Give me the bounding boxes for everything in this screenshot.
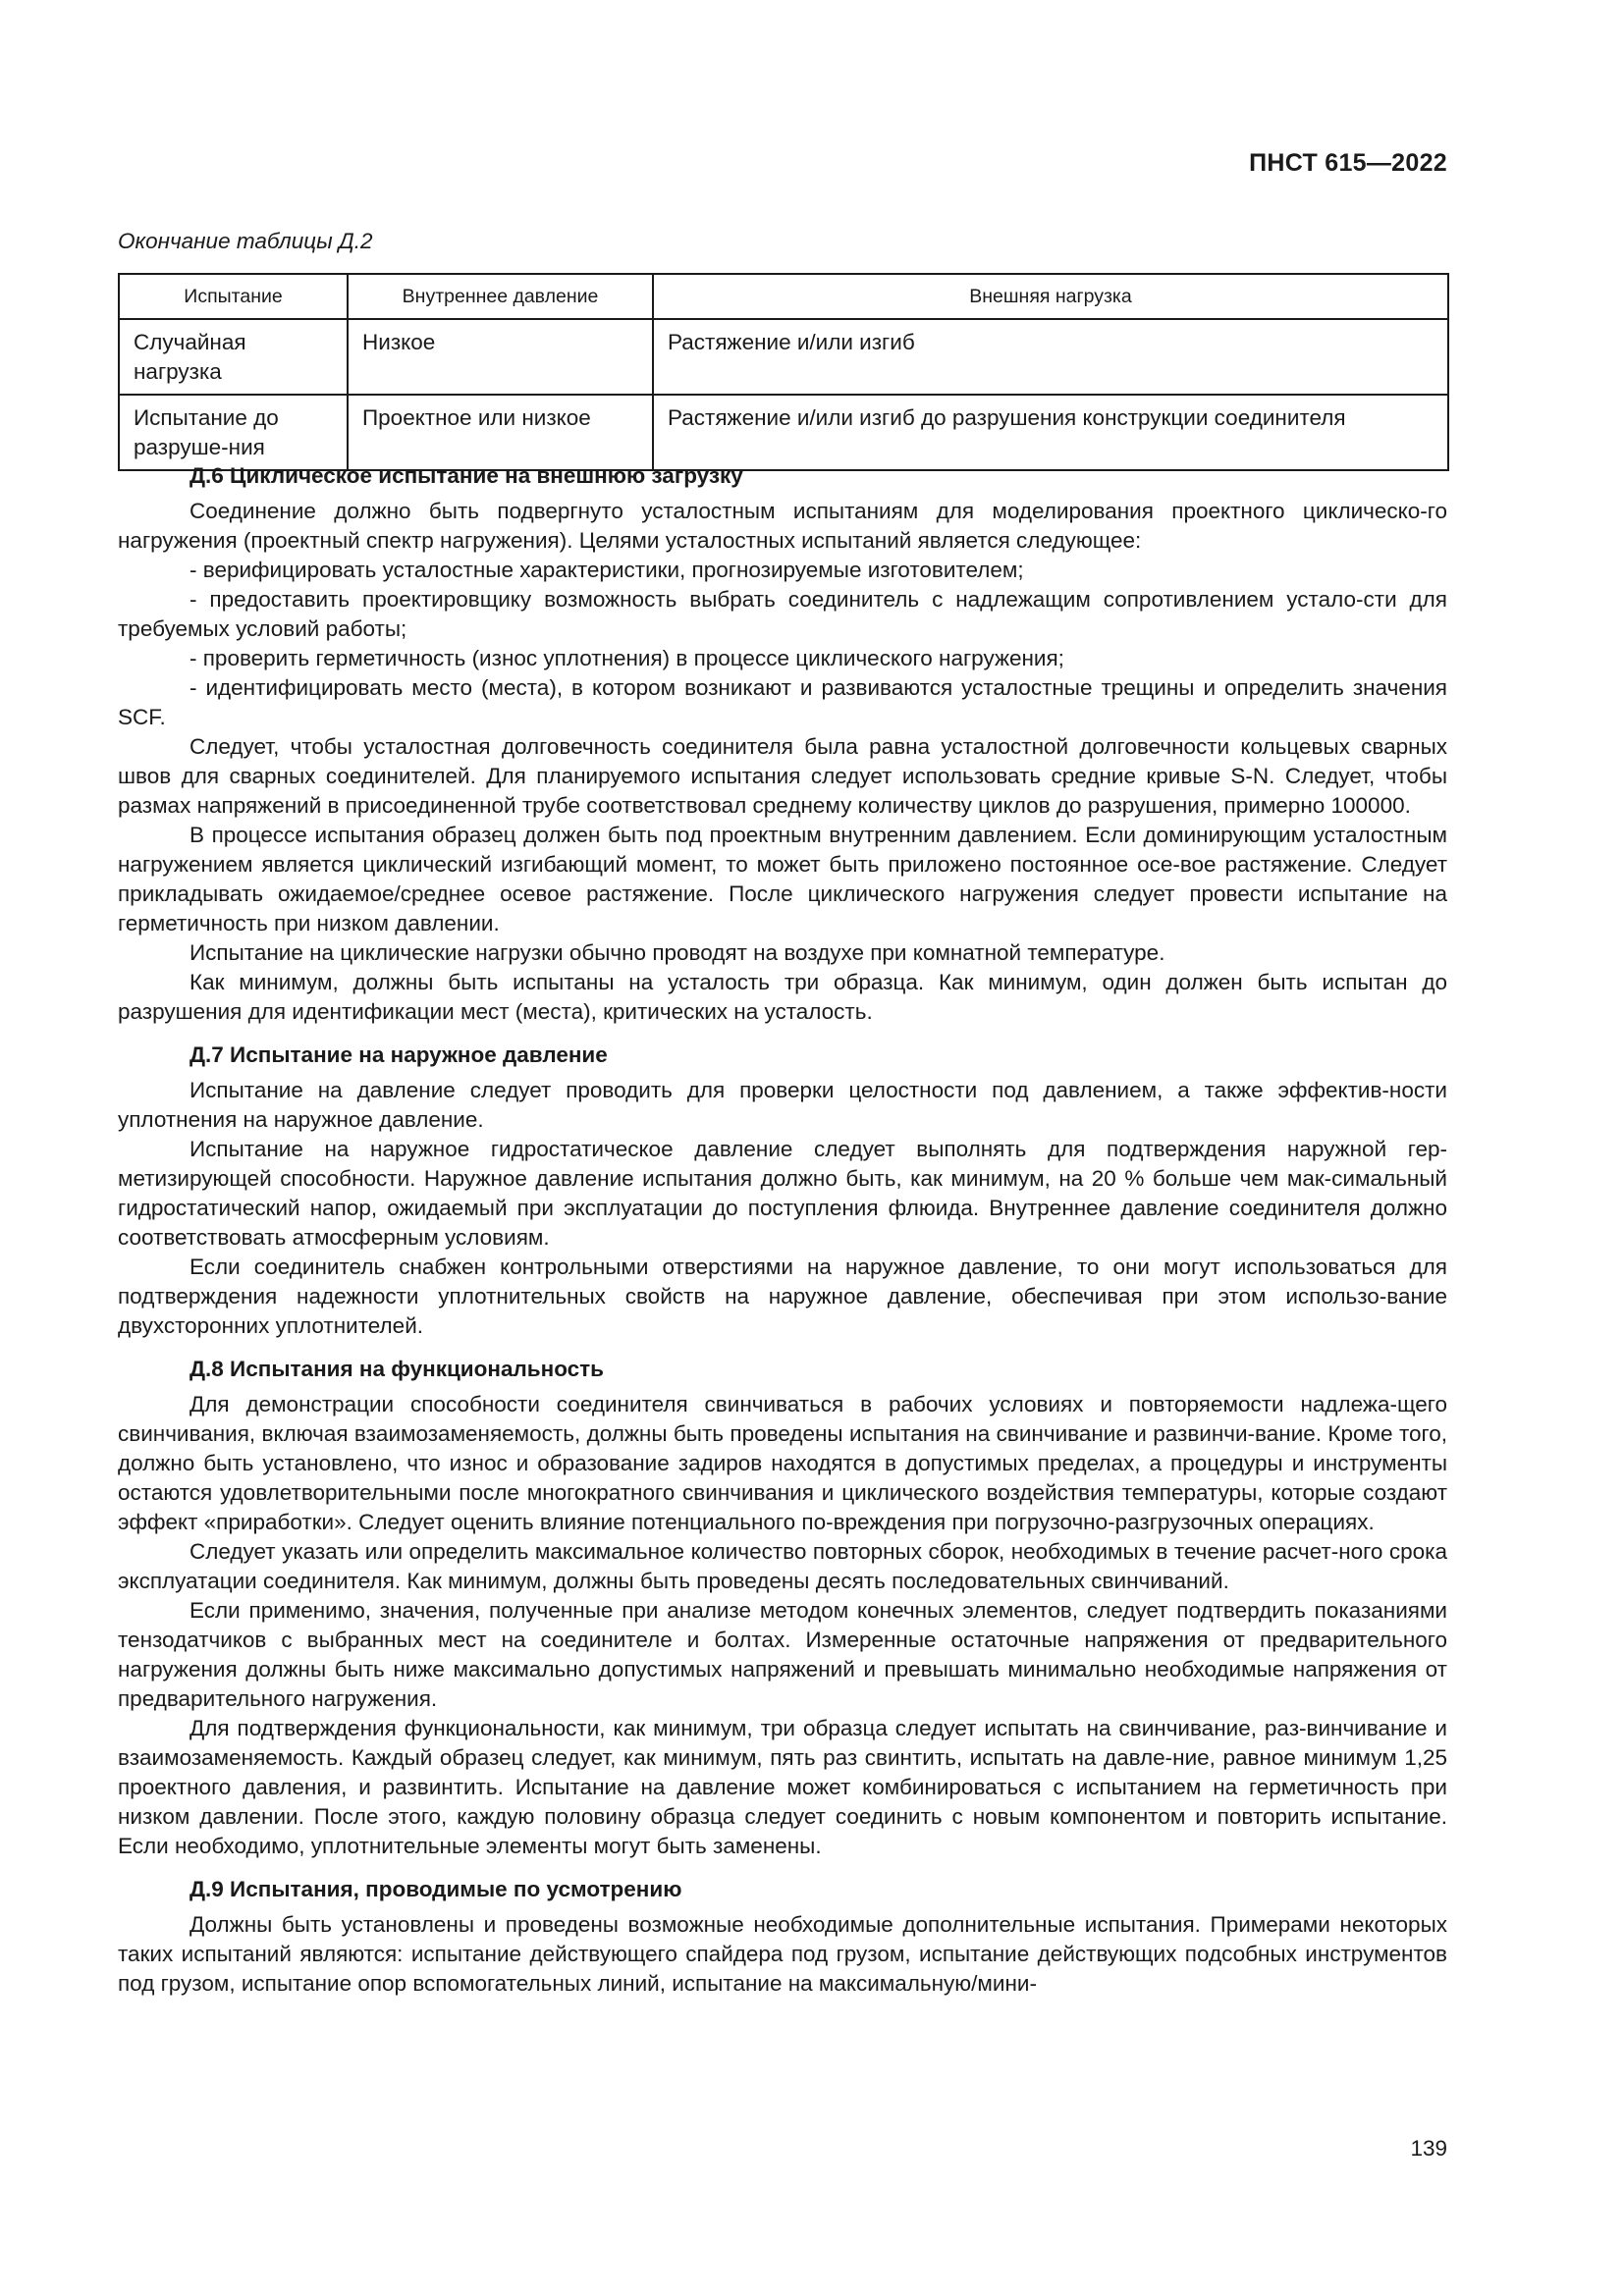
paragraph: Для демонстрации способности соединителя свинчиваться в рабочих условиях и повторяемости надлежа-щего свинчивания, включая взаимозаменяемость, должны быть проведены испытания на свинчивание и развинчи-вание. Кроме того, должно быть установлено, что износ и образование задиров находятся в допустимых пределах, а процедуры и инструменты остаются удовлетворительными после многократного свинчивания и циклического воздействия температуры, которые создают эффект «приработки». Следует оценить влияние потенциального по-вреждения при погрузочно-разгрузочных операциях. <box>118 1392 1447 1534</box>
section-title: Д.6 Циклическое испытание на внешнюю загрузку <box>189 463 743 488</box>
section-d9 <box>118 1875 1447 1999</box>
section-title: Д.9 Испытания, проводимые по усмотрению <box>189 1877 682 1901</box>
paragraph: Испытание на давление следует проводить для проверки целостности под давлением, а также эффектив-ности уплотнения на наружное давление. <box>118 1078 1447 1132</box>
table-cell: Низкое <box>348 319 653 395</box>
table-cell: Испытание до разруше-ния <box>119 395 348 470</box>
list-item: - идентифицировать место (места), в котором возникают и развиваются усталостные трещины и определить значения SCF. <box>118 675 1447 729</box>
paragraph: Следует, чтобы усталостная долговечность соединителя была равна усталостной долговечности кольцевых сварных швов для сварных соединителей. Для планируемого испытания следует использовать средние кривые S-N. Следует, чтобы размах напряжений в присоединенной трубе соответствовал среднему количеству циклов до разрушения, примерно 100000. <box>118 734 1447 818</box>
table-caption: Окончание таблицы Д.2 <box>118 229 373 253</box>
document-page <box>118 0 1447 2296</box>
paragraph: Если применимо, значения, полученные при анализе методом конечных элементов, следует подтвердить показаниями тензодатчиков с выбранных мест на соединителе и болтах. Измеренные остаточные напряжения от предварительного нагружения должны быть ниже максимально допустимых напряжений и превышать минимально необходимые напряжения от предварительного нагружения. <box>118 1598 1447 1711</box>
section-title: Д.7 Испытание на наружное давление <box>189 1042 608 1067</box>
column-header-internal-pressure: Внутреннее давление <box>348 274 653 319</box>
table-row <box>119 319 1448 395</box>
table-header-row <box>119 274 1448 319</box>
list-item: - верифицировать усталостные характеристики, прогнозируемые изготовителем; <box>189 558 1024 582</box>
list-item: - предоставить проектировщику возможность выбрать соединитель с надлежащим сопротивлением устало-сти для требуемых условий работы; <box>118 587 1447 641</box>
table-cell: Растяжение и/или изгиб до разрушения конструкции соединителя <box>653 395 1448 470</box>
paragraph: Если соединитель снабжен контрольными отверстиями на наружное давление, то они могут использоваться для подтверждения надежности уплотнительных свойств на наружное давление, обеспечивая при этом использо-вание двухсторонних уплотнителей. <box>118 1255 1447 1338</box>
section-d8 <box>118 1355 1447 1861</box>
paragraph: Соединение должно быть подвергнуто усталостным испытаниям для моделирования проектного циклическо-го нагружения (проектный спектр нагружения). Целями усталостных испытаний является следующее: <box>118 499 1447 553</box>
list-item: - проверить герметичность (износ уплотнения) в процессе циклического нагружения; <box>189 646 1064 670</box>
document-body <box>118 461 1447 2012</box>
paragraph: Как минимум, должны быть испытаны на усталость три образца. Как минимум, один должен быть испытан до разрушения для идентификации мест (места), критических на усталость. <box>118 970 1447 1024</box>
column-header-external-load: Внешняя нагрузка <box>653 274 1448 319</box>
paragraph: Должны быть установлены и проведены возможные необходимые дополнительные испытания. Примерами некоторых таких испытаний являются: испытание действующего спайдера под грузом, испытание действующих подсобных инструментов под грузом, испытание опор вспомогательных линий, испытание на максимальную/мини- <box>118 1912 1447 1996</box>
paragraph: Следует указать или определить максимальное количество повторных сборок, необходимых в течение расчет-ного срока эксплуатации соединителя. Как минимум, должны быть проведены десять последовательных свинчиваний. <box>118 1539 1447 1593</box>
table-cell: Проектное или низкое <box>348 395 653 470</box>
paragraph: Испытание на циклические нагрузки обычно проводят на воздухе при комнатной температуре. <box>189 940 1165 965</box>
paragraph: Испытание на наружное гидростатическое давление следует выполнять для подтверждения наружной гер-метизирующей способности. Наружное давление испытания должно быть, как минимум, на 20 % больше чем мак-симальный гидростатический напор, ожидаемый при эксплуатации до поступления флюида. Внутреннее давление соединителя должно соответствовать атмосферным условиям. <box>118 1137 1447 1250</box>
table-cell: Случайная нагрузка <box>119 319 348 395</box>
tests-table <box>118 273 1449 471</box>
paragraph: Для подтверждения функциональности, как минимум, три образца следует испытать на свинчивание, раз-винчивание и взаимозаменяемость. Каждый образец следует, как минимум, пять раз свинтить, испытать на давле-ние, равное минимум 1,25 проектного давления, и развинтить. Испытание на давление может комбинироваться с испытанием на герметичность при низком давлении. После этого, каждую половину образца следует соединить с новым компонентом и повторить испытание. Если необходимо, уплотнительные элементы могут быть заменены. <box>118 1716 1447 1858</box>
section-title: Д.8 Испытания на функциональность <box>189 1357 605 1381</box>
table-cell: Растяжение и/или изгиб <box>653 319 1448 395</box>
column-header-test: Испытание <box>119 274 348 319</box>
document-code: ПНСТ 615—2022 <box>1249 149 1447 177</box>
section-d7 <box>118 1041 1447 1341</box>
paragraph: В процессе испытания образец должен быть под проектным внутренним давлением. Если доминирующим усталостным нагружением является циклический изгибающий момент, то может быть приложено постоянное осе-вое растяжение. Следует прикладывать ожидаемое/среднее осевое растяжение. После циклического нагружения следует провести испытание на герметичность при низком давлении. <box>118 823 1447 935</box>
section-d6 <box>118 461 1447 1027</box>
page-number: 139 <box>1410 2136 1447 2161</box>
table-row <box>119 395 1448 470</box>
